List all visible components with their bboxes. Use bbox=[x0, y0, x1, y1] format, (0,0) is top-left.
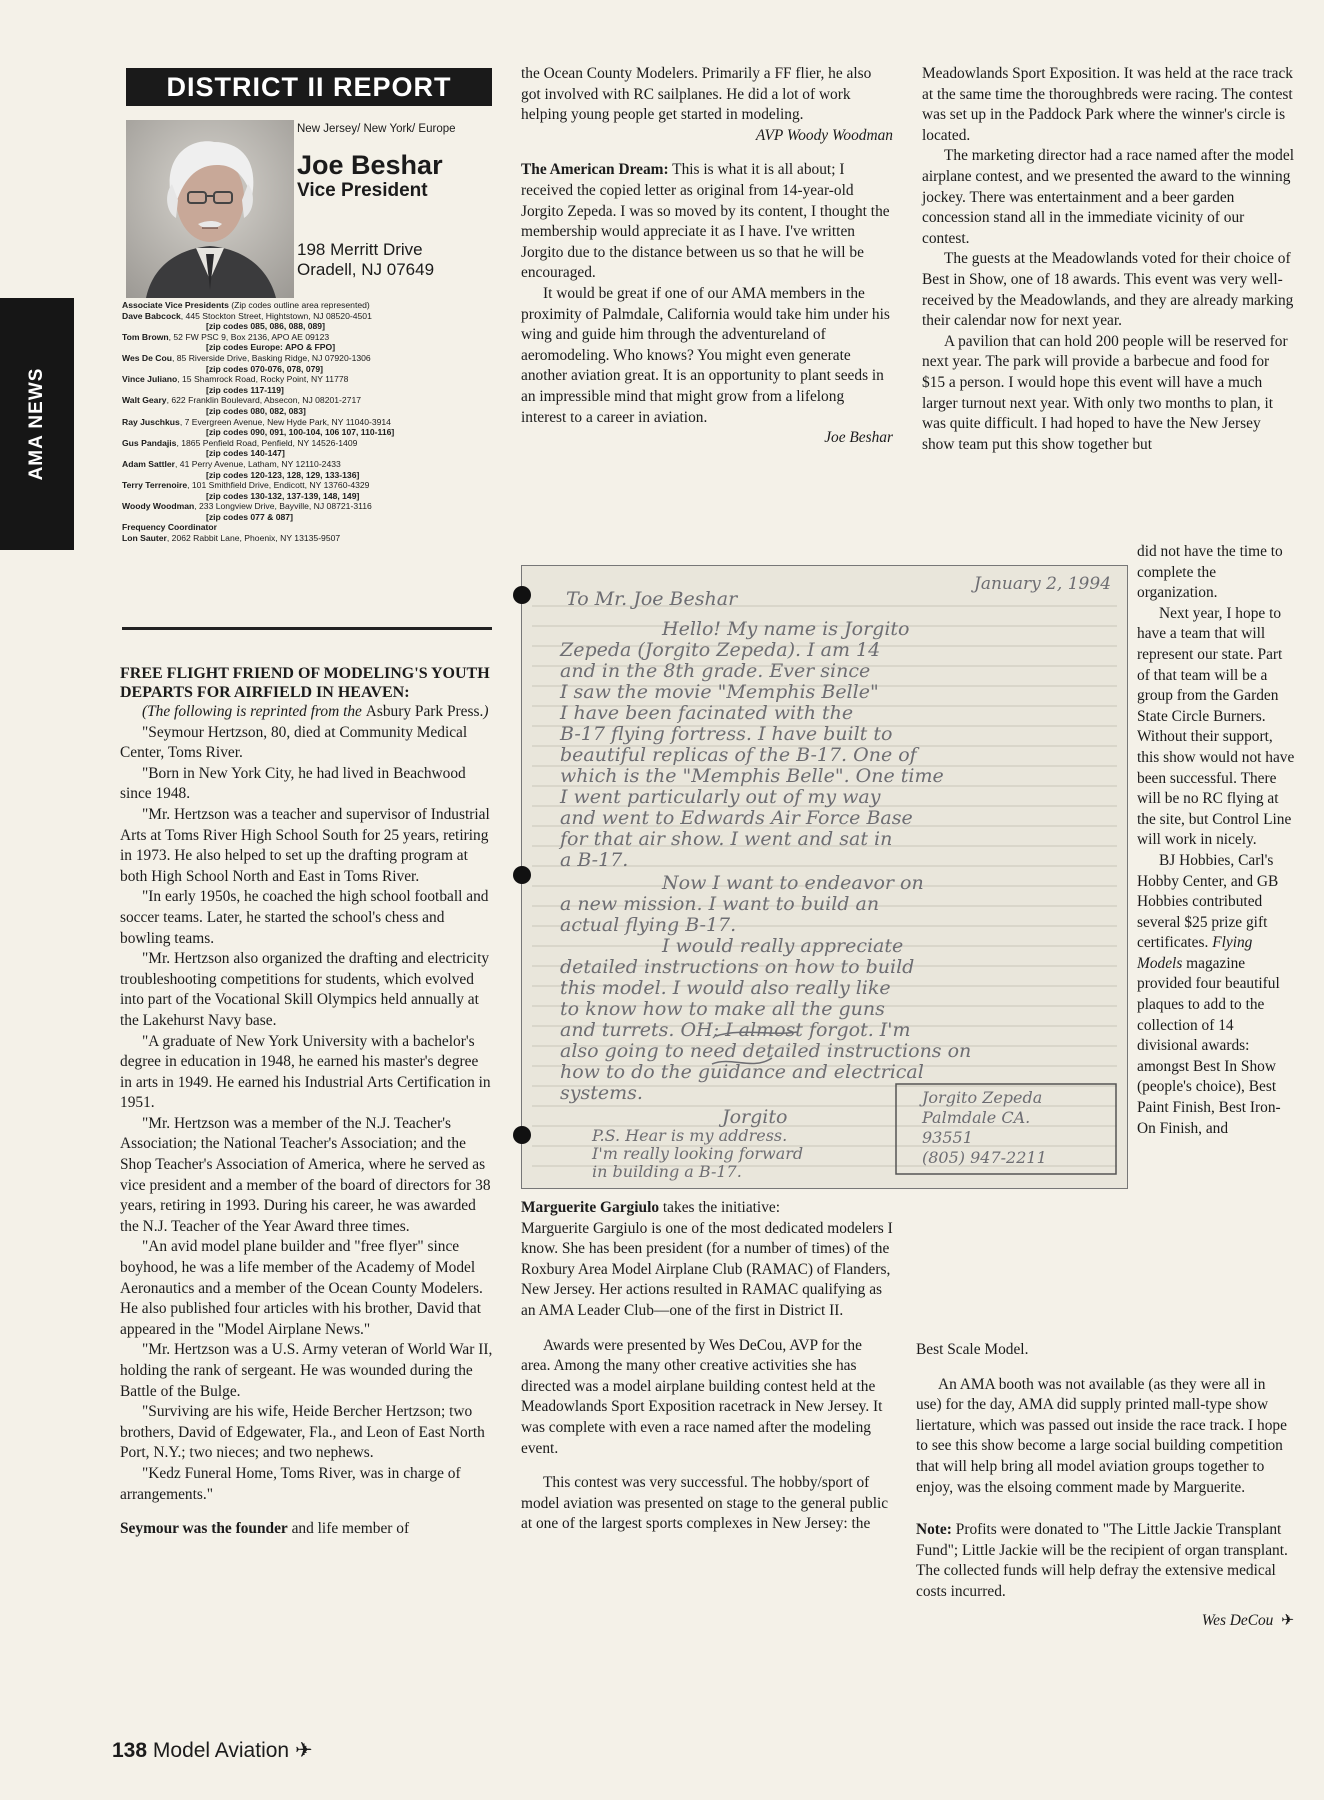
letter-line: detailed instructions on how to build bbox=[560, 956, 915, 978]
gargiulo-heading: Marguerite Gargiulo bbox=[521, 1199, 660, 1216]
magazine-name: Model Aviation bbox=[152, 1739, 290, 1762]
letter-line: this model. I would also really like bbox=[560, 977, 891, 999]
avp-zip-codes: [zip codes 090, 091, 100-104, 106 107, 110-116] bbox=[206, 427, 395, 438]
avp-address: , 52 FW PSC 9, Box 2136, APO AE 09123 bbox=[168, 331, 330, 342]
beshar-signature: Joe Beshar bbox=[824, 429, 893, 447]
gargiulo-paragraph: This contest was very successful. The hobby/sport of model aviation was presented on stage to the general public at one of the largest sports complexes in New Jersey: the bbox=[521, 1474, 889, 1533]
vp-address-street: 198 Merritt Drive bbox=[297, 240, 423, 259]
sponsors-text-rest: magazine provided four beautiful plaques to add to the collection of 14 divisional awards: amongst Best In Show (people's choice), Best Paint Finish, Best Iron-On Finish, and bbox=[1137, 954, 1281, 1137]
avp-name: Woody Woodman bbox=[122, 501, 195, 512]
avp-name: Dave Babcock bbox=[122, 310, 181, 321]
avp-address: , 7 Evergreen Avenue, New Hyde Park, NY 11040-3914 bbox=[179, 416, 391, 427]
avp-name: Adam Sattler bbox=[122, 458, 176, 469]
show-team-paragraph: did not have the time to complete the organization. bbox=[1137, 543, 1283, 602]
vice-president-photo bbox=[126, 120, 294, 298]
avp-address: , 445 Stockton Street, Hightstown, NJ 08520-4501 bbox=[180, 310, 372, 321]
obituary-paragraph: "Kedz Funeral Home, Toms River, was in charge of arrangements." bbox=[120, 1464, 461, 1503]
letter-line: actual flying B-17. bbox=[560, 914, 737, 936]
flying-models-name: Flying Models bbox=[1137, 934, 1253, 972]
avp-zip-codes: [zip codes Europe: APO & FPO] bbox=[206, 342, 336, 353]
frequency-coordinator-label: Frequency Coordinator bbox=[122, 522, 218, 533]
gargiulo-heading-line bbox=[521, 1198, 893, 1219]
obituary-paragraph: "An avid model plane builder and "free flyer" since boyhood, he was a life member of the Academy of Model Aeronautics and a member of the Ocean County Modelers. He also published four articles with his brother, David that appeared in the "Model Airplane News." bbox=[120, 1238, 483, 1338]
letter-line: I would really appreciate bbox=[662, 935, 904, 957]
gargiulo-paragraph: Marguerite Gargiulo is one of the most dedicated modelers I know. She has been president (for a number of times) of the Roxbury Area Model Airplane Club (RAMAC) of Flanders, New Jersey. Her actions resulted in RAMAC qualifying as an AMA Leader Club—one of the first in District II. bbox=[521, 1219, 893, 1319]
avp-name: Ray Juschkus bbox=[122, 416, 180, 427]
frequency-coordinator-address: , 2062 Rabbit Lane, Phoenix, NY 13135-9507 bbox=[166, 533, 341, 544]
obituary-paragraph: "Mr. Hertzson was a member of the N.J. Teacher's Association; the National Teacher's Association; and the Shop Teacher's Association of America, where he served as vice president and a member of the board of directors for 38 years, retiring in 1993. During his career, he was awarded the N.J. Teacher of the Year Award three times. bbox=[120, 1114, 491, 1235]
closing-paragraph: An AMA booth was not available (as they were all in use) for the day, AMA did supply printed mall-type show liertature, which was passed out inside the race track. I hope to see this show become a large social building competition that will help bring all model aviation groups together to enjoy, was the elsoing comment made by Marguerite. bbox=[916, 1375, 1287, 1496]
gargiulo-heading-rest: takes the initiative: bbox=[659, 1199, 781, 1216]
district-report-banner: DISTRICT II REPORT bbox=[126, 68, 492, 106]
avp-zip-codes: [zip codes 120-123, 128, 129, 133-136] bbox=[206, 469, 360, 480]
american-dream-heading: The American Dream: bbox=[521, 161, 669, 179]
letter-line: a B-17. bbox=[560, 849, 629, 871]
decou-signature-line bbox=[916, 1611, 1294, 1632]
show-team-paragraph: Next year, I hope to have a team that will represent our state. Part of that team will be a group from the Garden State Circle Burners. Without their support, this show would not have been successful. There will be no RC flying at the site, but Control Line will work in nicely. bbox=[1137, 604, 1295, 849]
letter-line: I have been facinated with the bbox=[560, 702, 854, 724]
ama-news-tab bbox=[0, 298, 74, 550]
mentor-paragraph: It would be great if one of our AMA members in the proximity of Palmdale, California would take him under his wing and guide him through the adventureland of aeromodeling. Who knows? You might even generate another aviation great. It is an opportunity to plant seeds in an impressible mind that might grow from a lifelong interest to a career in aviation. bbox=[521, 284, 890, 426]
page-number: 138 bbox=[112, 1739, 148, 1762]
obituary-paragraph: "Mr. Hertzson was a U.S. Army veteran of World War II, holding the rank of sergeant. He was wounded during the Battle of the Bulge. bbox=[120, 1341, 493, 1400]
avp-heading-note: (Zip codes outline area represented) bbox=[231, 300, 370, 310]
obituary-paragraph: "Mr. Hertzson also organized the drafting and electricity troubleshooting competitions for students, which evolved into part of the Vocational Skill Olympics held annually at the Lakehurst Navy base. bbox=[120, 950, 490, 1029]
region-label: New Jersey/ New York/ Europe bbox=[297, 123, 456, 135]
airplane-icon: ✈ bbox=[294, 1739, 313, 1762]
section-divider bbox=[122, 627, 492, 630]
closing-paragraph: Best Scale Model. bbox=[916, 1341, 1029, 1358]
letter-line: systems. bbox=[560, 1082, 643, 1104]
show-team-column bbox=[1137, 542, 1295, 1139]
letter-salutation: To Mr. Joe Beshar bbox=[566, 588, 738, 610]
letter-return-address: Palmdale CA. bbox=[922, 1108, 1031, 1127]
letter-line: I saw the movie "Memphis Belle" bbox=[560, 681, 879, 703]
letter-line: which is the "Memphis Belle". One time bbox=[560, 765, 944, 787]
sponsors-text: BJ Hobbies, Carl's Hobby Center, and GB Hobbies contributed several $25 prize gift certificates. bbox=[1137, 851, 1279, 952]
avp-zip-codes: [zip codes 117-119] bbox=[206, 384, 284, 395]
letter-line: Now I want to endeavor on bbox=[662, 872, 924, 894]
avp-address: , 101 Smithfield Drive, Endicott, NY 13760-4329 bbox=[187, 480, 370, 491]
avp-address: , 1865 Penfield Road, Penfield, NY 14526-1409 bbox=[176, 437, 358, 448]
avp-zip-codes: [zip codes 070-076, 078, 079] bbox=[206, 363, 324, 374]
american-dream-column bbox=[521, 64, 893, 449]
letter-signature: Jorgito bbox=[722, 1106, 788, 1128]
avp-heading: Associate Vice Presidents bbox=[122, 300, 229, 310]
meadowlands-paragraph: The guests at the Meadowlands voted for their choice of Best in Show, one of 18 awards. This event was very well-received by the Meadowlands, and they are already marking their calendar now for next year. bbox=[922, 250, 1294, 330]
meadowlands-paragraph: A pavilion that can hold 200 people will be reserved for next year. The park will provide a barbecue and food for $15 a person. I would hope this event will have a much larger turnout next year. With only two months to plan, it was quite difficult. I had hoped to have the New Jersey show team put this show together but bbox=[922, 332, 1288, 453]
airplane-icon: ✈ bbox=[1277, 1611, 1294, 1629]
associate-vice-presidents-list bbox=[122, 300, 492, 544]
letter-line: also going to need detailed instructions on bbox=[560, 1040, 972, 1062]
page-footer bbox=[112, 1738, 313, 1763]
letter-line: Zepeda (Jorgito Zepeda). I am 14 bbox=[560, 639, 881, 661]
avp-address: , 622 Franklin Boulevard, Absecon, NJ 08201-2717 bbox=[166, 395, 362, 406]
avp-name: Walt Geary bbox=[122, 395, 167, 406]
avp-zip-codes: [zip codes 077 & 087] bbox=[206, 511, 293, 522]
reprint-source: Asbury Park Press. bbox=[365, 703, 484, 720]
letter-line: B-17 flying fortress. I have built to bbox=[560, 723, 893, 745]
ama-news-label: AMA NEWS bbox=[26, 367, 47, 481]
letter-line: and turrets. OH; I almost forgot. I'm bbox=[560, 1019, 911, 1041]
obituary-closing-bold: Seymour was the founder bbox=[120, 1520, 288, 1538]
avp-name: Tom Brown bbox=[122, 331, 169, 342]
obituary-headline: FREE FLIGHT FRIEND OF MODELING'S YOUTH DEPARTS FOR AIRFIELD IN HEAVEN: bbox=[120, 665, 490, 701]
avp-name: Terry Terrenoire bbox=[122, 480, 188, 491]
letter-line: to know how to make all the guns bbox=[560, 998, 885, 1020]
obituary-closing-rest: and life member of bbox=[287, 1520, 410, 1538]
avp-zip-codes: [zip codes 130-132, 137-139, 148, 149] bbox=[206, 490, 360, 501]
closing-column bbox=[916, 1340, 1294, 1631]
woodman-signature: AVP Woody Woodman bbox=[755, 126, 893, 144]
avp-address: , 85 Riverside Drive, Basking Ridge, NJ 07920-1306 bbox=[171, 352, 371, 363]
meadowlands-column bbox=[922, 64, 1294, 455]
obituary-closing bbox=[120, 1519, 494, 1540]
avp-zip-codes: [zip codes 140-147] bbox=[206, 448, 285, 459]
letter-return-address: 93551 bbox=[922, 1128, 973, 1147]
note-body: Profits were donated to "The Little Jackie Transplant Fund"; Little Jackie will be the recipient of organ transplant. The collected funds will help defray the extensive medical costs incurred. bbox=[916, 1521, 1288, 1600]
avp-name: Gus Pandajis bbox=[122, 437, 177, 448]
avp-address: , 15 Shamrock Road, Rocky Point, NY 11778 bbox=[177, 374, 349, 385]
note-paragraph bbox=[916, 1520, 1294, 1602]
avp-address: , 233 Longview Drive, Bayville, NJ 08721-3116 bbox=[194, 501, 372, 512]
obituary-paragraph: "Born in New York City, he had lived in Beachwood since 1948. bbox=[120, 764, 466, 803]
reprint-note-a: (The following is reprinted from the bbox=[142, 703, 366, 720]
avp-address: , 41 Perry Avenue, Latham, NY 12110-2433 bbox=[175, 458, 341, 469]
handwritten-letter bbox=[521, 565, 1128, 1189]
vp-name: Joe Beshar bbox=[297, 150, 443, 180]
vp-title: Vice President bbox=[297, 180, 428, 201]
letter-date: January 2, 1994 bbox=[974, 574, 1112, 594]
letter-line: how to do the guidance and electrical bbox=[560, 1061, 924, 1083]
avp-name: Wes De Cou bbox=[122, 352, 172, 363]
letter-return-address: Jorgito Zepeda bbox=[922, 1088, 1043, 1107]
obituary-paragraph: "Seymour Hertzson, 80, died at Community Medical Center, Toms River. bbox=[120, 723, 468, 762]
letter-ps: I'm really looking forward bbox=[592, 1144, 804, 1163]
meadowlands-paragraph: The marketing director had a race named after the model airplane contest, and we presented the award to the winning jockey. There was entertainment and a beer garden concession stand all in the immediate vicinity of our contest. bbox=[922, 147, 1294, 247]
obituary-paragraph: "Surviving are his wife, Heide Bercher Hertzson; two brothers, David of Edgewater, Fla., and Leon of East North Port, N.Y.; two nieces; and two nephews. bbox=[120, 1403, 485, 1462]
letter-line: and in the 8th grade. Ever since bbox=[560, 660, 871, 682]
obituary-paragraph: "A graduate of New York University with a bachelor's degree in education in 1948, he earned his master's degree in arts in 1949. He earned his Industrial Arts Certification in 1951. bbox=[120, 1032, 491, 1112]
obituary-column bbox=[120, 664, 494, 1540]
letter-line: a new mission. I want to build an bbox=[560, 893, 880, 915]
note-heading: Note: bbox=[916, 1521, 952, 1539]
obituary-paragraph: "Mr. Hertzson was a teacher and supervisor of Industrial Arts at Toms River High School South for 25 years, retiring in 1973. He also helped to set up the drafting program at both High School North and East in Toms River. bbox=[120, 805, 490, 885]
avp-zip-codes: [zip codes 080, 082, 083] bbox=[206, 405, 306, 416]
obituary-paragraph: "In early 1950s, he coached the high school football and soccer teams. Later, he started the school's chess and bowling teams. bbox=[120, 888, 489, 947]
letter-line: for that air show. I went and sat in bbox=[560, 828, 893, 850]
letter-ps: in building a B-17. bbox=[592, 1162, 742, 1181]
reprint-note bbox=[120, 702, 494, 723]
gargiulo-paragraph: Awards were presented by Wes DeCou, AVP for the area. Among the many other creative activities she has directed was a model airplane building contest held at the Meadowlands Sport Exposition racetrack in New Jersey. It was complete with even a race named after the modeling event. bbox=[521, 1336, 883, 1457]
frequency-coordinator-name: Lon Sauter bbox=[122, 533, 167, 544]
letter-ps: P.S. Hear is my address. bbox=[592, 1126, 788, 1145]
letter-line: Hello! My name is Jorgito bbox=[662, 618, 910, 640]
avp-name: Vince Juliano bbox=[122, 374, 178, 385]
letter-line: and went to Edwards Air Force Base bbox=[560, 807, 913, 829]
vp-address-city: Oradell, NJ 07649 bbox=[297, 260, 435, 279]
american-dream-body: This is what it is all about; I received the copied letter as original from 14-year-old Jorgito Zepeda. I was so moved by its content, I thought the membership would appreciate it as I have. I've written Jorgito due to the distance between us so that he will be encouraged. bbox=[521, 161, 890, 282]
gargiulo-column bbox=[521, 1198, 893, 1535]
decou-signature: Wes DeCou bbox=[1201, 1611, 1274, 1629]
avp-zip-codes: [zip codes 085, 086, 088, 089] bbox=[206, 321, 325, 332]
letter-line: I went particularly out of my way bbox=[560, 786, 881, 808]
letter-line: beautiful replicas of the B-17. One of bbox=[560, 744, 917, 766]
reprint-note-c: ) bbox=[483, 703, 489, 720]
letter-return-address: (805) 947-2211 bbox=[922, 1148, 1047, 1167]
woodman-paragraph: the Ocean County Modelers. Primarily a FF flier, he also got involved with RC sailplanes. He did a lot of work helping young people get started in modeling. bbox=[521, 65, 872, 124]
american-dream-paragraph bbox=[521, 160, 893, 284]
meadowlands-paragraph: Meadowlands Sport Exposition. It was held at the race track at the same time the thoroughbreds were racing. The contest was set up in the Paddock Park where the winner's circle is located. bbox=[922, 65, 1293, 144]
sponsors-paragraph bbox=[1137, 851, 1295, 1139]
